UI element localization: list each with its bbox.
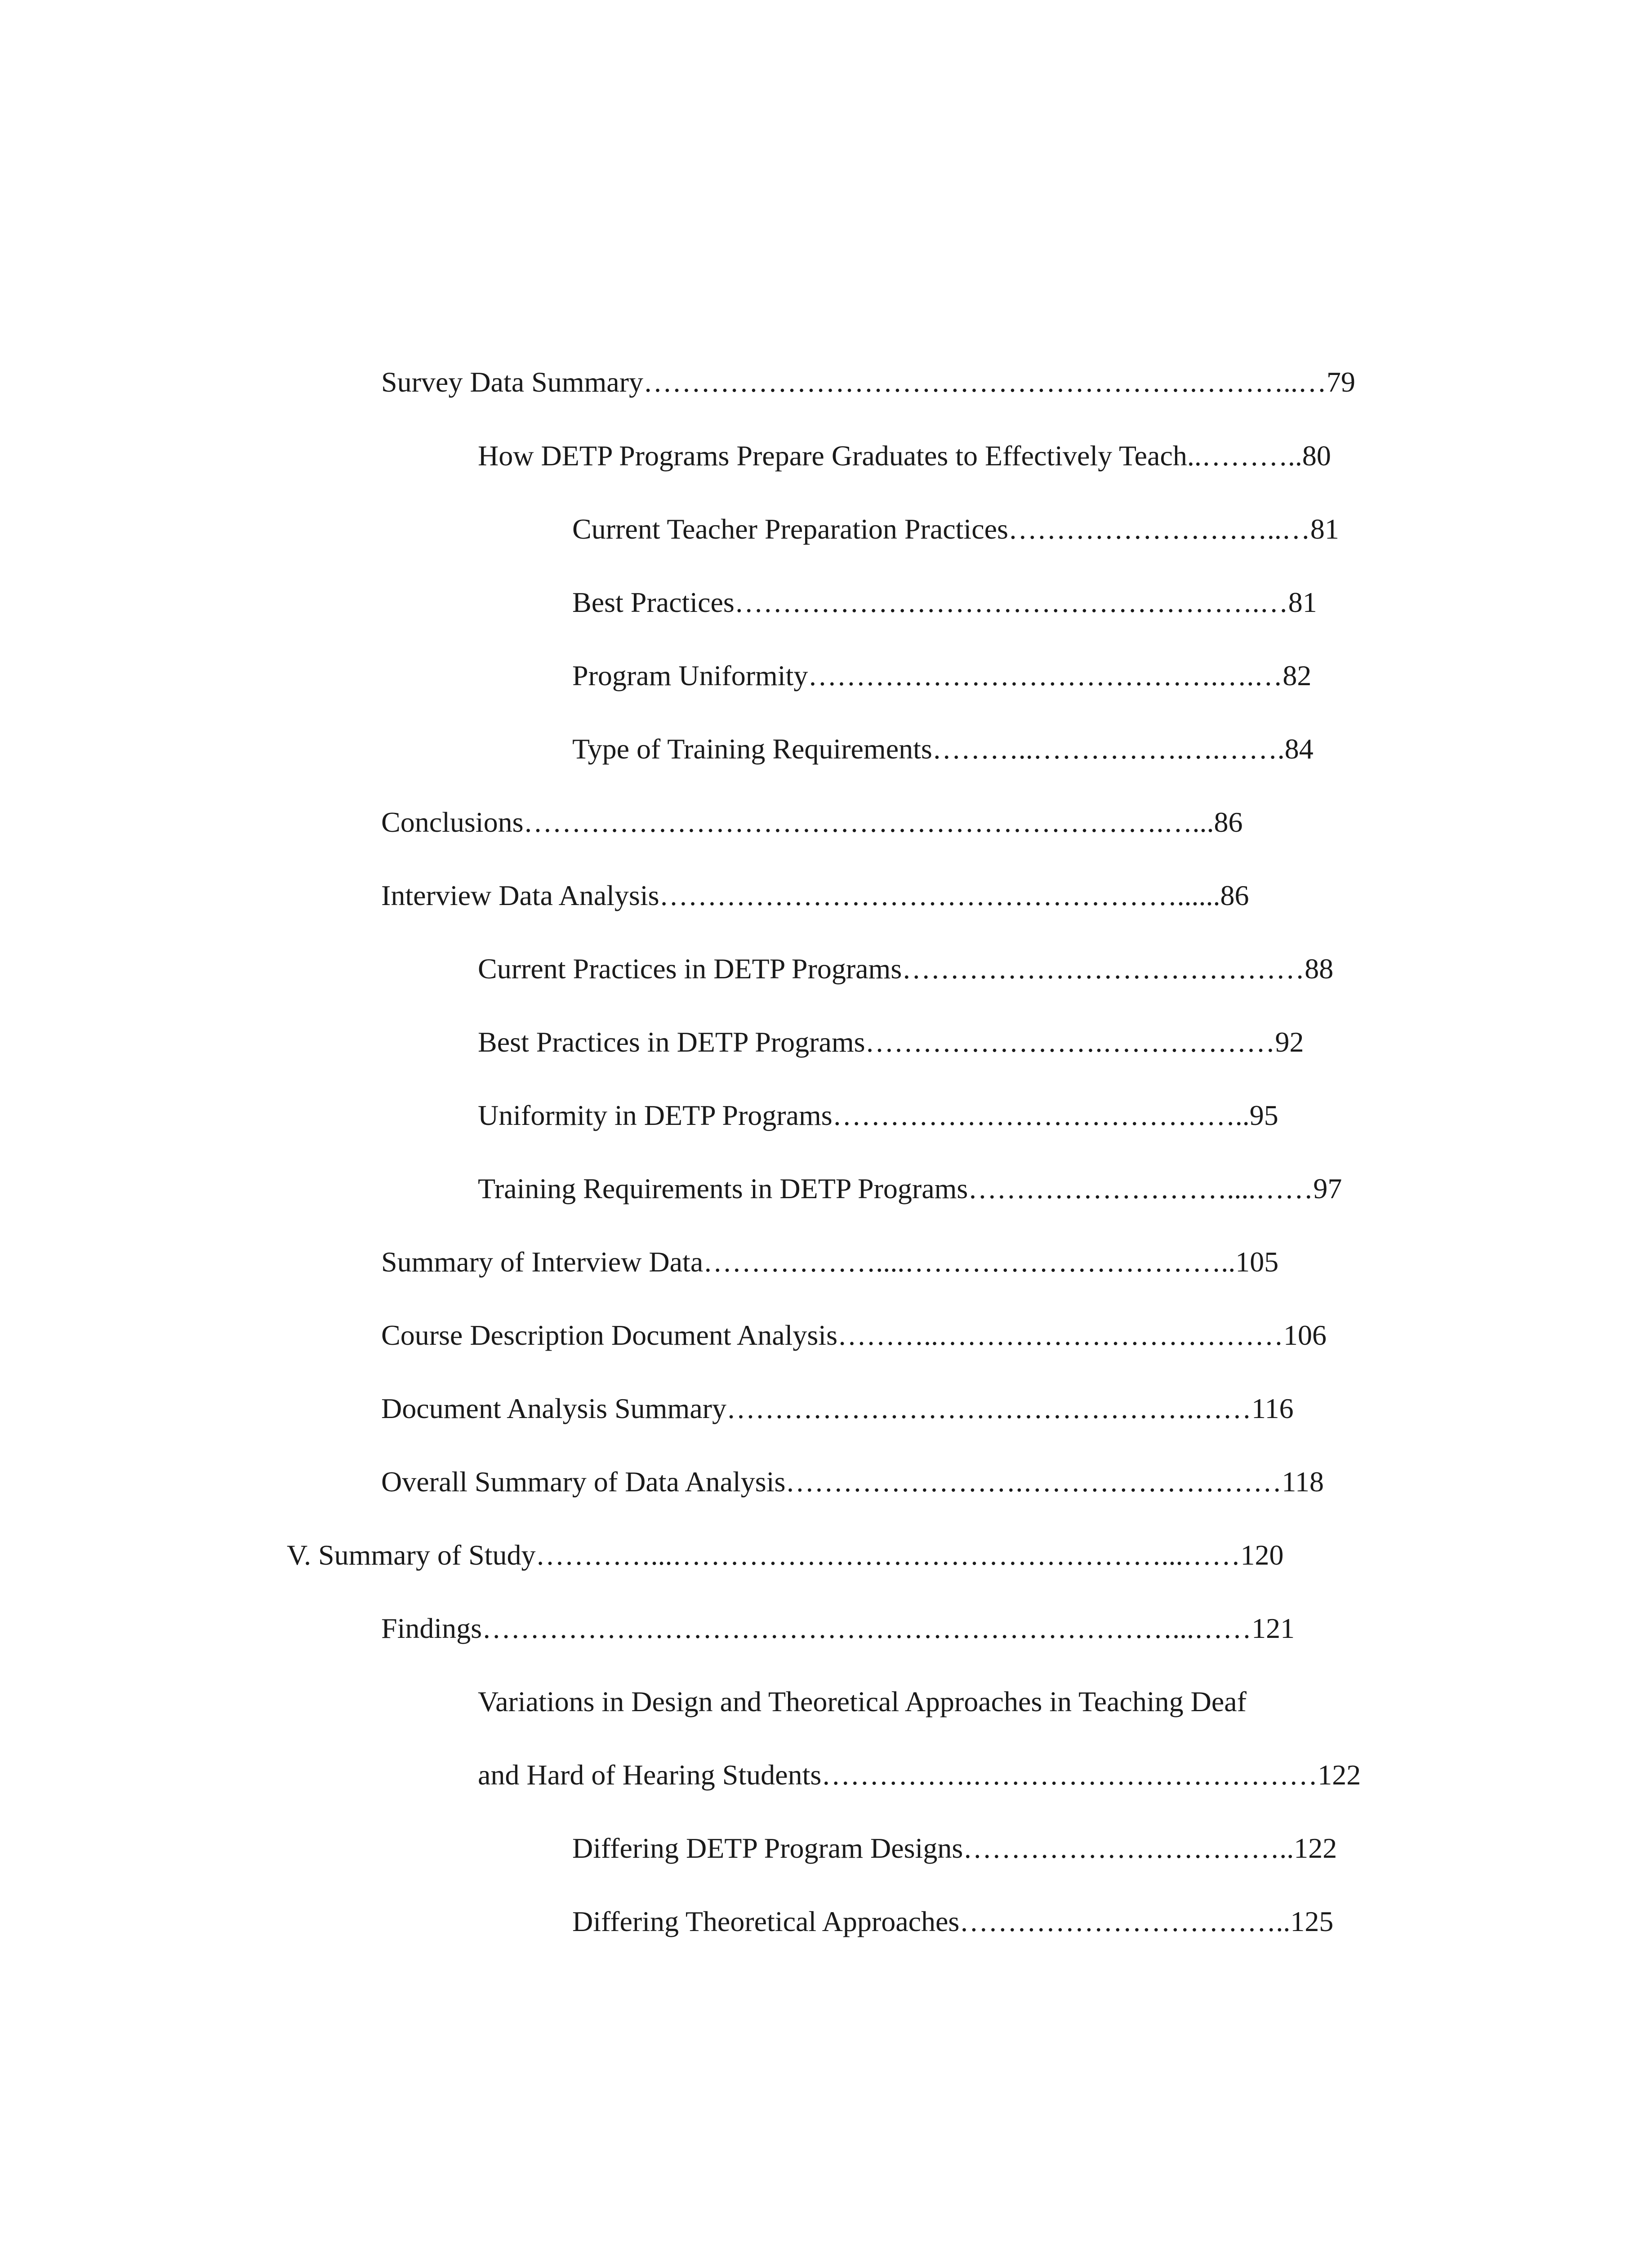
toc-entry-text: Variations in Design and Theoretical Approaches in Teaching Deaf <box>478 1686 1247 1717</box>
toc-entry-text: Best Practices……………………………………………….…81 <box>572 586 1317 618</box>
toc-entry-text: Survey Data Summary………………………………………………….………..…79 <box>381 366 1355 398</box>
toc-entry <box>381 360 1429 405</box>
toc-entry-text: How DETP Programs Prepare Graduates to Effectively Teach..………..80 <box>478 440 1331 472</box>
toc-entry-text: Current Teacher Preparation Practices………………………..…81 <box>572 513 1339 545</box>
toc-entry <box>381 800 1429 845</box>
toc-entry-text: Interview Data Analysis………………………………………………......86 <box>381 879 1249 911</box>
toc-entry-text: Course Description Document Analysis………..………………………………106 <box>381 1319 1327 1351</box>
toc-entry <box>478 1020 1429 1065</box>
toc-entry-text: Current Practices in DETP Programs……………………………………88 <box>478 953 1334 985</box>
toc-entry-text: Program Uniformity…………………………………….….…82 <box>572 660 1312 691</box>
toc-entry-text: Differing Theoretical Approaches……………………………..125 <box>572 1905 1334 1937</box>
toc-entry-text: Differing DETP Program Designs……………………………..122 <box>572 1832 1337 1864</box>
toc-entry <box>572 580 1429 625</box>
toc-entry <box>287 1533 1429 1578</box>
toc-entry <box>478 1166 1429 1211</box>
toc-entry <box>478 946 1429 991</box>
toc-entry-text: Overall Summary of Data Analysis…………………….………………………118 <box>381 1466 1324 1498</box>
toc-entry <box>381 1606 1429 1651</box>
toc-entry <box>478 433 1429 478</box>
toc-entry-text: and Hard of Hearing Students…………….………………………………122 <box>478 1759 1361 1791</box>
toc-entry-text: Uniformity in DETP Programs……………………………………..95 <box>478 1099 1278 1131</box>
toc-entry <box>478 1093 1429 1138</box>
toc-entry <box>381 1240 1429 1285</box>
toc-entry <box>572 1826 1429 1871</box>
toc-entry <box>572 653 1429 698</box>
toc-entry <box>381 1386 1429 1431</box>
toc-entry-text: Best Practices in DETP Programs…………………….………………92 <box>478 1026 1304 1058</box>
toc-entry <box>381 1313 1429 1358</box>
toc-entry <box>572 727 1429 772</box>
toc-entry <box>381 1459 1429 1504</box>
toc-entry-text: Summary of Interview Data………………....……………………………..105 <box>381 1246 1279 1278</box>
toc-entry <box>572 1899 1429 1944</box>
toc-entry <box>572 507 1429 552</box>
toc-entry <box>478 1753 1429 1798</box>
toc-entry-text: Conclusions………………………………………………………….…...86 <box>381 806 1243 838</box>
toc-entry-text: Findings………………………………………………………………...……121 <box>381 1612 1295 1644</box>
toc-entry-text: Type of Training Requirements………..…………….….…….84 <box>572 733 1314 765</box>
toc-entry-text: Training Requirements in DETP Programs………………………....……97 <box>478 1173 1342 1204</box>
toc-entry <box>478 1679 1429 1724</box>
toc-entry-text: V. Summary of Study…………...……………………………………………...……120 <box>287 1539 1284 1571</box>
toc-entry <box>381 873 1429 918</box>
toc-entry-text: Document Analysis Summary………………………………………….……116 <box>381 1392 1294 1424</box>
